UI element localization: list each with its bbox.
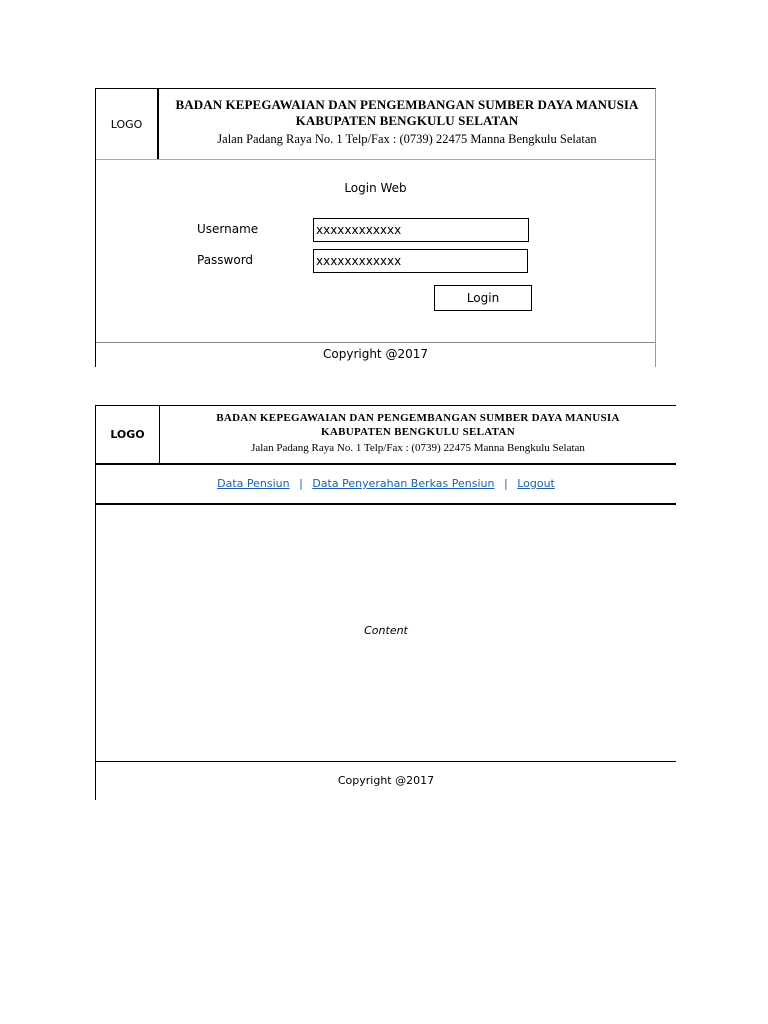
- password-input[interactable]: xxxxxxxxxxxx: [313, 249, 528, 273]
- page-header: [96, 406, 676, 465]
- header-text: [160, 411, 676, 456]
- dashboard-page-mockup: [95, 405, 676, 800]
- org-address: Jalan Padang Raya No. 1 Telp/Fax : (0739) 22475 Manna Bengkulu Selatan: [251, 442, 585, 454]
- login-page-mockup: [95, 88, 656, 367]
- nav-link-logout[interactable]: Logout: [517, 477, 555, 490]
- username-label: Username: [197, 222, 259, 236]
- content-placeholder: Content: [364, 624, 408, 637]
- page-header: [96, 89, 655, 160]
- page-footer: Copyright @2017: [96, 342, 655, 369]
- nav-separator: |: [503, 477, 508, 490]
- org-name-line1: BADAN KEPEGAWAIAN DAN PENGEMBANGAN SUMBER DAYA MANUSIA: [216, 412, 620, 424]
- nav-link-data-pensiun[interactable]: Data Pensiun: [217, 477, 290, 490]
- username-input[interactable]: xxxxxxxxxxxx: [313, 218, 529, 242]
- password-label: Password: [197, 253, 254, 267]
- org-name-line2: KABUPATEN BENGKULU SELATAN: [320, 426, 515, 438]
- nav-menu: [96, 465, 676, 505]
- logo-placeholder: LOGO: [96, 89, 159, 159]
- logo-placeholder: LOGO: [96, 406, 160, 463]
- org-name-line2: KABUPATEN BENGKULU SELATAN: [295, 113, 519, 128]
- org-name-line1: BADAN KEPEGAWAIAN DAN PENGEMBANGAN SUMBER DAYA MANUSIA: [175, 97, 639, 112]
- login-title: Login Web: [344, 181, 407, 195]
- org-address: Jalan Padang Raya No. 1 Telp/Fax : (0739) 22475 Manna Bengkulu Selatan: [217, 132, 597, 146]
- page-footer: Copyright @2017: [96, 761, 676, 802]
- nav-link-data-penyerahan-berkas-pensiun[interactable]: Data Penyerahan Berkas Pensiun: [312, 477, 495, 490]
- header-text: [159, 97, 655, 148]
- login-button[interactable]: Login: [434, 285, 532, 311]
- nav-separator: |: [299, 477, 303, 490]
